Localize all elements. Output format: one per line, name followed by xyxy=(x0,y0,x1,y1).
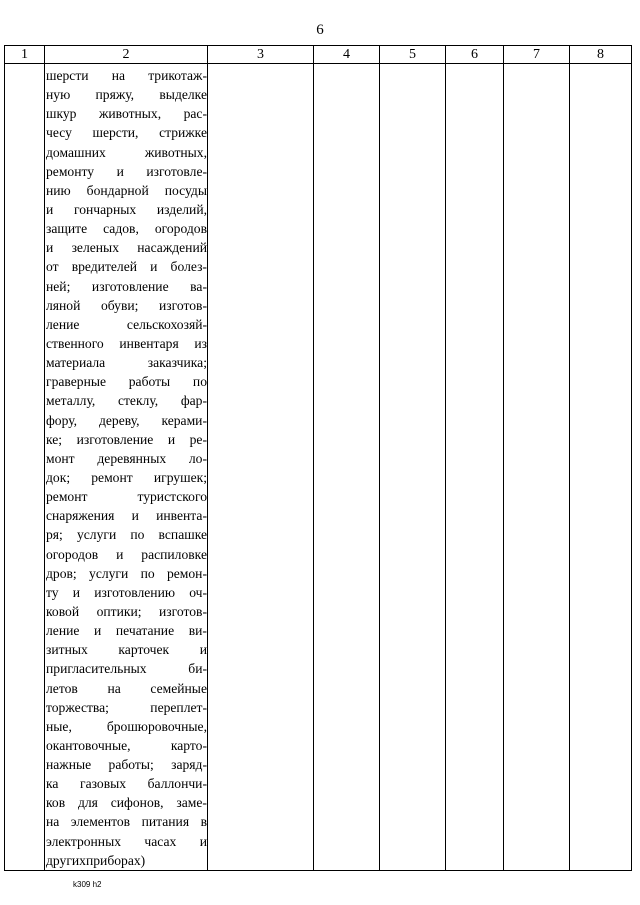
text-line: ремонту и изготовле- xyxy=(46,163,207,179)
text-line: фору, дереву, керами- xyxy=(46,412,207,428)
text-line: зитных карточек и xyxy=(46,642,207,658)
text-line: ков для сифонов, заме- xyxy=(46,795,207,811)
text-line: монт деревянных ло- xyxy=(46,450,207,466)
text-line: ные, брошюровочные, xyxy=(46,718,207,734)
text-line: ка газовых баллончи- xyxy=(46,776,207,792)
table-cell xyxy=(314,64,380,871)
text-line: электронных часах и xyxy=(46,833,207,849)
text-line: ление и печатание ви- xyxy=(46,623,207,639)
text-line: ковой оптики; изготов- xyxy=(46,603,207,619)
column-header: 5 xyxy=(380,46,446,64)
text-line: защите садов, огородов xyxy=(46,221,207,237)
column-header: 2 xyxy=(45,46,208,64)
text-line: ляной обуви; изготов- xyxy=(46,297,207,313)
column-header: 6 xyxy=(446,46,504,64)
text-line: на элементов питания в xyxy=(46,814,207,830)
column-header: 7 xyxy=(504,46,570,64)
footer-code: k309 h2 xyxy=(73,880,102,889)
text-line: чесу шерсти, стрижке xyxy=(46,125,207,141)
text-line: ту и изготовлению оч- xyxy=(46,584,207,600)
text-line: огородов и распиловке xyxy=(46,546,207,562)
text-line: летов на семейные xyxy=(46,680,207,696)
column-header: 1 xyxy=(5,46,45,64)
column-header: 4 xyxy=(314,46,380,64)
text-line: нажные работы; заряд- xyxy=(46,757,207,773)
text-line: ря; услуги по вспашке xyxy=(46,527,207,543)
text-line: снаряжения и инвента- xyxy=(46,508,207,524)
text-line: от вредителей и болез- xyxy=(46,259,207,275)
text-line: ремонт туристского xyxy=(46,489,207,505)
table-row xyxy=(5,64,632,871)
text-line: и зеленых насаждений xyxy=(46,240,207,256)
page-number: 6 xyxy=(316,22,324,38)
text-line: нию бондарной посуды xyxy=(46,182,207,198)
text-line: ление сельскохозяй- xyxy=(46,316,207,332)
column-header: 8 xyxy=(570,46,632,64)
table-cell xyxy=(5,64,45,871)
table-cell xyxy=(504,64,570,871)
text-line: торжества; переплет- xyxy=(46,699,207,715)
table-cell xyxy=(570,64,632,871)
text-line: ную пряжу, выделке xyxy=(46,87,207,103)
table-cell-description xyxy=(45,64,208,871)
table-cell xyxy=(380,64,446,871)
text-line: ке; изготовление и ре- xyxy=(46,431,207,447)
column-header: 3 xyxy=(208,46,314,64)
text-line: дров; услуги по ремон- xyxy=(46,565,207,581)
text-line: материала заказчика; xyxy=(46,355,207,371)
table-header-row xyxy=(5,46,632,64)
document-table xyxy=(4,45,632,871)
text-line: пригласительных би- xyxy=(46,661,207,677)
text-line: шерсти на трикотаж- xyxy=(46,68,207,83)
text-line: ственного инвентаря из xyxy=(46,335,207,351)
cell-text xyxy=(45,64,207,870)
text-line: окантовочные, карто- xyxy=(46,737,207,753)
table-cell xyxy=(208,64,314,871)
text-line: граверные работы по xyxy=(46,374,207,390)
text-line: док; ремонт игрушек; xyxy=(46,469,207,485)
text-line: других приборах) xyxy=(46,852,146,868)
table-cell xyxy=(446,64,504,871)
text-line: ней; изготовление ва- xyxy=(46,278,207,294)
text-line: и гончарных изделий, xyxy=(46,201,207,217)
text-line: домашних животных, xyxy=(46,144,207,160)
text-line: шкур животных, рас- xyxy=(46,106,207,122)
text-line: металлу, стеклу, фар- xyxy=(46,393,207,409)
